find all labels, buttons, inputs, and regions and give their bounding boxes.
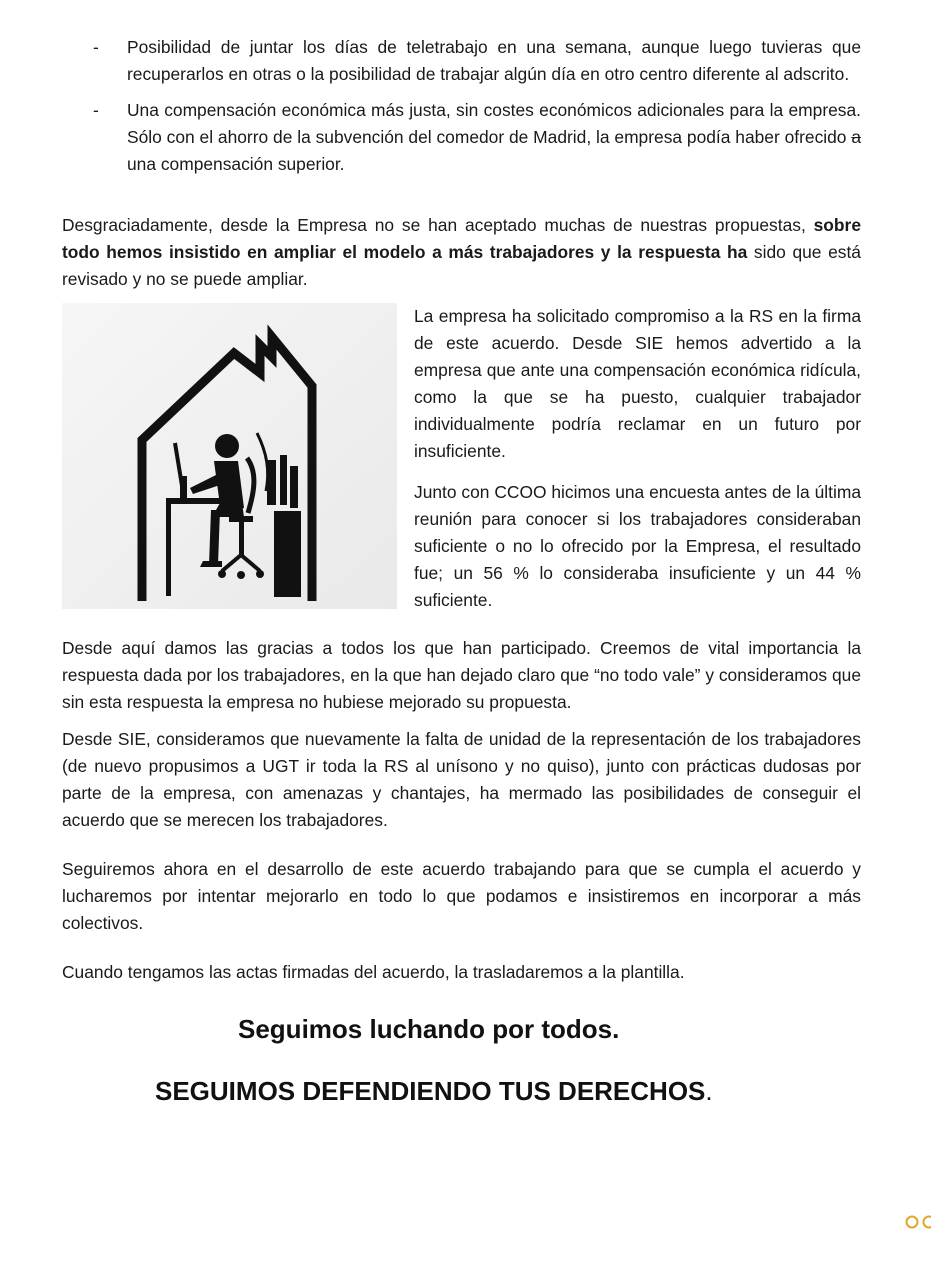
bullet-marker: - (93, 100, 99, 120)
intro-bold-text: sobre todo hemos insistido en ampliar el modelo a más trabajadores y la respuesta ha (62, 215, 861, 262)
side-paragraph: Junto con CCOO hicimos una encuesta antes de la última reunión para conocer si los trabajadores consideraban suficiente o no lo ofrecido por la Empresa, el resultado fue; un 56 % lo consideraba insuficiente y un 44 % suficiente. (414, 482, 861, 610)
body-paragraph: Cuando tengamos las actas firmadas del acuerdo, la trasladaremos a la plantilla. (62, 962, 685, 982)
bullet-text (127, 97, 861, 178)
bullet-item (62, 97, 861, 178)
body-paragraph: Desde aquí damos las gracias a todos los que han participado. Creemos de vital importancia la respuesta dada por los trabajadores, en la que han dejado claro que “no todo vale” y consideramos que sin esta respuesta la empresa no hubiese mejorado su propuesta. (62, 638, 861, 712)
closing-headline-text: SEGUIMOS DEFENDIENDO TUS DERECHOS (155, 1076, 706, 1106)
intro-text: Desgraciadamente, desde la Empresa no se han aceptado muchas de nuestras propuestas, (62, 215, 814, 235)
bullet-text-part: una compensación superior. (127, 154, 345, 174)
struck-word: a (851, 127, 861, 147)
side-paragraph: La empresa ha solicitado compromiso a la RS en la firma de este acuerdo. Desde SIE hemos advertido a la empresa que ante una compensación económica ridícula, como la que se ha puesto, cualquier trabajador individualmente podría reclamar en un futuro por insuficiente. (414, 306, 861, 461)
decorative-circles-icon (904, 1214, 931, 1230)
body-paragraph: Seguiremos ahora en el desarrollo de este acuerdo trabajando para que se cumpla el acuerdo y lucharemos por intentar mejorarlo en todo lo que podamos e insistiremos en incorporar a más colectivos. (62, 859, 861, 933)
bullet-marker: - (93, 37, 99, 57)
house-telework-icon (62, 303, 397, 609)
bullet-item (62, 34, 861, 88)
intro-text-end: sido que está revisado y no se puede ampliar. (62, 242, 861, 289)
bullet-text: Posibilidad de juntar los días de teletrabajo en una semana, aunque luego tuvieras que recuperarlos en otras o la posibilidad de trabajar algún día en otro centro diferente al adscrito. (127, 37, 861, 84)
closing-period: . (705, 1076, 713, 1106)
closing-headline (62, 1074, 861, 1108)
closing-slogan: Seguimos luchando por todos. (238, 1014, 620, 1044)
body-paragraph: Desde SIE, consideramos que nuevamente la falta de unidad de la representación de los trabajadores (de nuevo propusimos a UGT ir toda la RS al unísono y no quiso), junto con prácticas dudosas por parte de la empresa, con amenazas y chantajes, ha mermado las posibilidades de conseguir el acuerdo que se merecen los trabajadores. (62, 729, 861, 830)
figure-side-text (414, 303, 861, 628)
bullet-text-part: Una compensación económica más justa, sin costes económicos adicionales para la empresa. Sólo con el ahorro de la subvención del comedor de Madrid, la empresa podía haber ofrecido (127, 100, 861, 147)
figure-section (62, 303, 861, 625)
intro-paragraph (62, 212, 861, 293)
document-page (62, 34, 861, 1108)
